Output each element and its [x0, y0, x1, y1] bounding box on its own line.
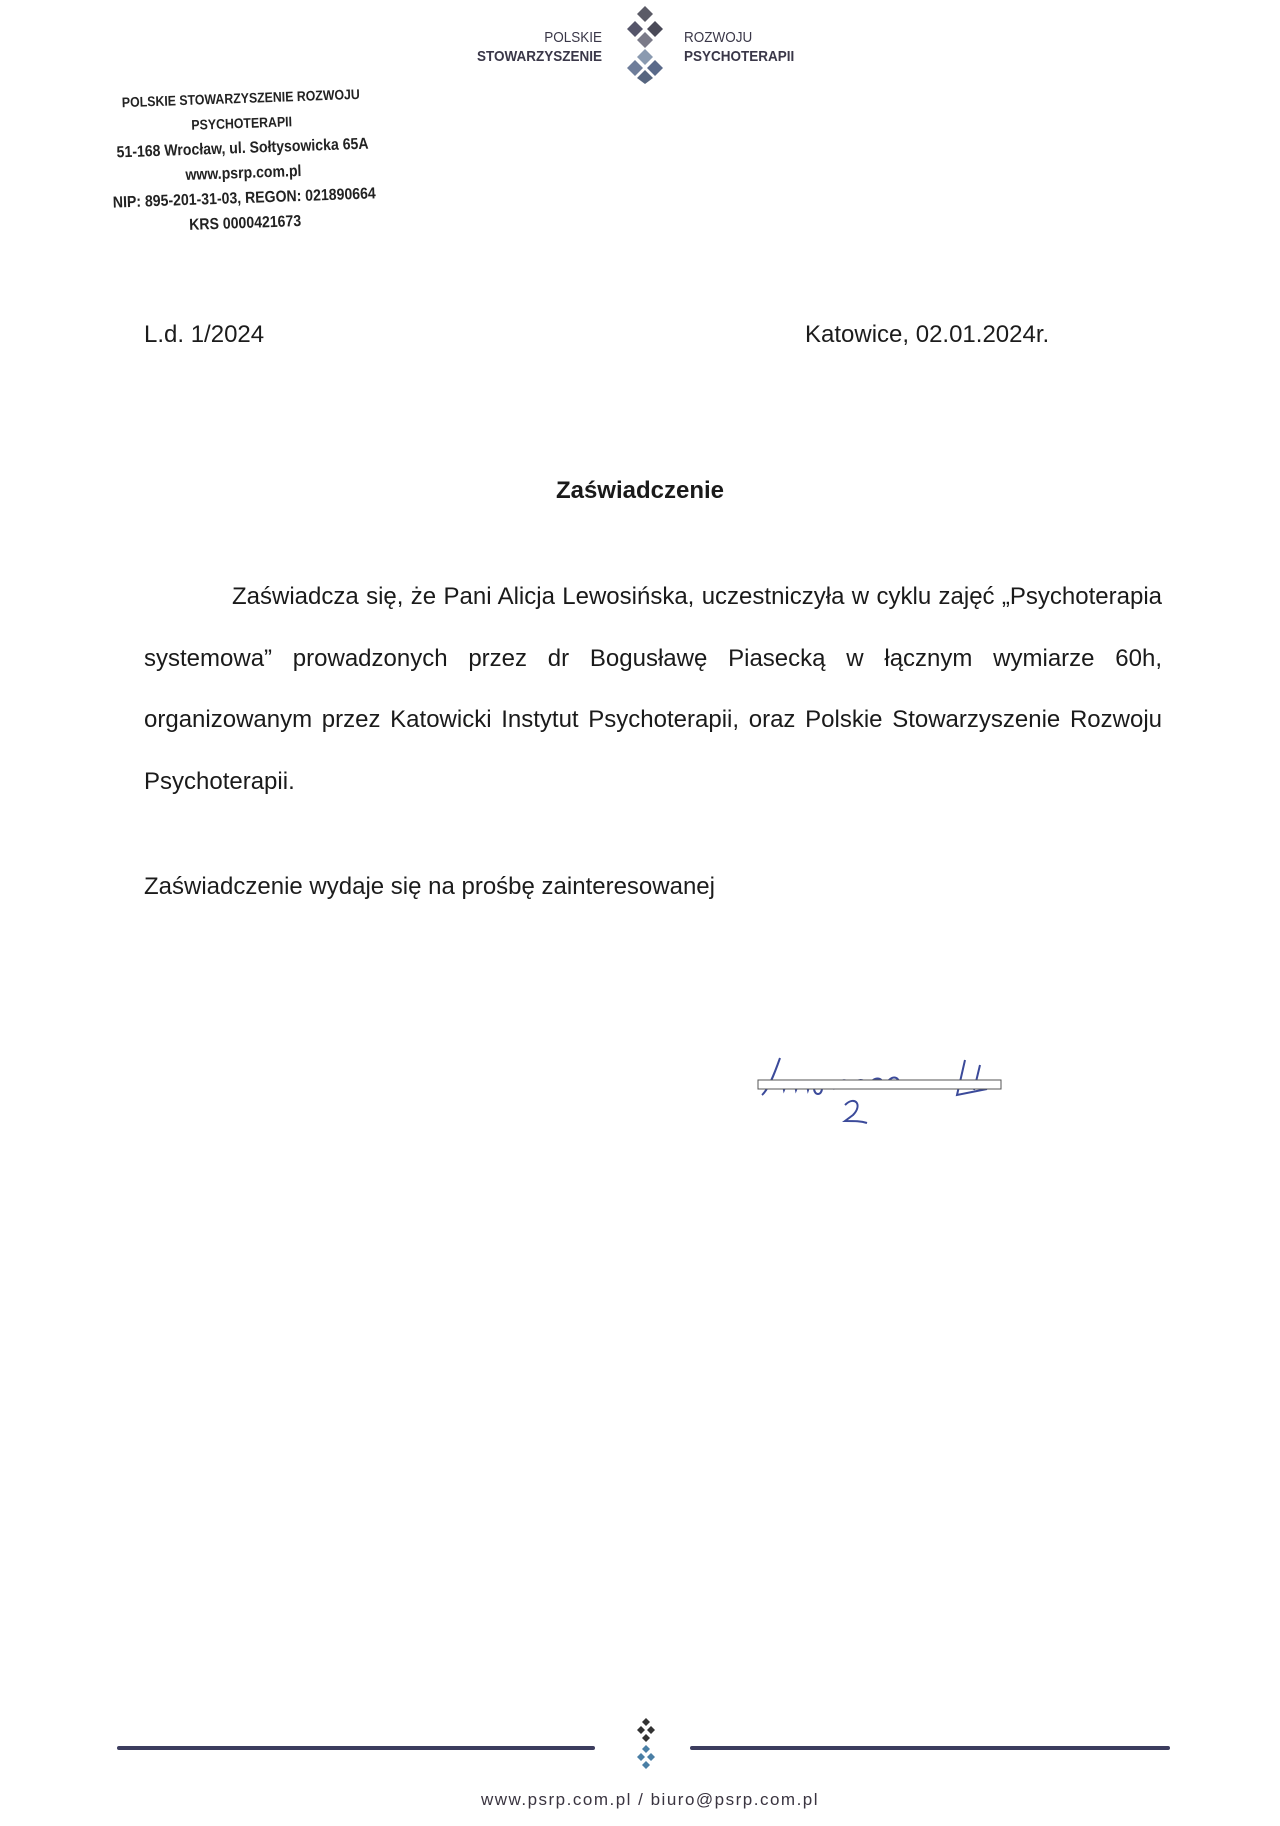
document-title: Zaświadczenie — [555, 477, 725, 504]
stamp-line: POLSKIE STOWARZYSZENIE ROZWOJU PSYCHOTERAPII — [121, 85, 361, 133]
psrp-logo-icon — [616, 4, 674, 84]
stamp-line: www.psrp.com.pl — [185, 162, 302, 185]
stamp-line: NIP: 895-201-31-03, REGON: 021890664 — [112, 185, 377, 212]
place-and-date: Katowice, 02.01.2024r. — [805, 321, 1050, 348]
logo-word-rozwoju: ROZWOJU — [684, 29, 753, 46]
reference-number: L.d. 1/2024 — [144, 321, 265, 348]
footer-logo-icon — [634, 1718, 658, 1772]
handwritten-signature — [750, 1050, 1010, 1130]
stamp-line: 51-168 Wrocław, ul. Sołtysowicka 65A — [116, 135, 369, 162]
logo-text-right — [684, 28, 794, 66]
logo-word-polskie: POLSKIE — [544, 29, 602, 46]
footer-contact: www.psrp.com.pl / biuro@psrp.com.pl — [480, 1790, 820, 1809]
logo-word-psychoterapii: PSYCHOTERAPII — [684, 48, 795, 65]
footer-rule-left — [117, 1746, 595, 1750]
logo-word-stowarzyszenie: STOWARZYSZENIE — [476, 48, 602, 65]
logo-text-left — [456, 28, 602, 66]
organization-stamp — [78, 80, 409, 241]
certificate-body: Zaświadcza się, że Pani Alicja Lewosińska, uczestniczyła w cyklu zajęć „Psychoterapia systemowa” prowadzonych przez dr Bogusławę Piasecką w łącznym wymiarze 60h, organizowanym przez Katowicki Instytut Psychoterapii, oraz Polskie Stowarzyszenie Rozwoju Psychoterapii. — [144, 583, 1162, 795]
closing-statement: Zaświadczenie wydaje się na prośbę zainteresowanej — [144, 873, 715, 900]
footer-rule-right — [690, 1746, 1170, 1750]
stamp-line: KRS 0000421673 — [188, 213, 302, 234]
